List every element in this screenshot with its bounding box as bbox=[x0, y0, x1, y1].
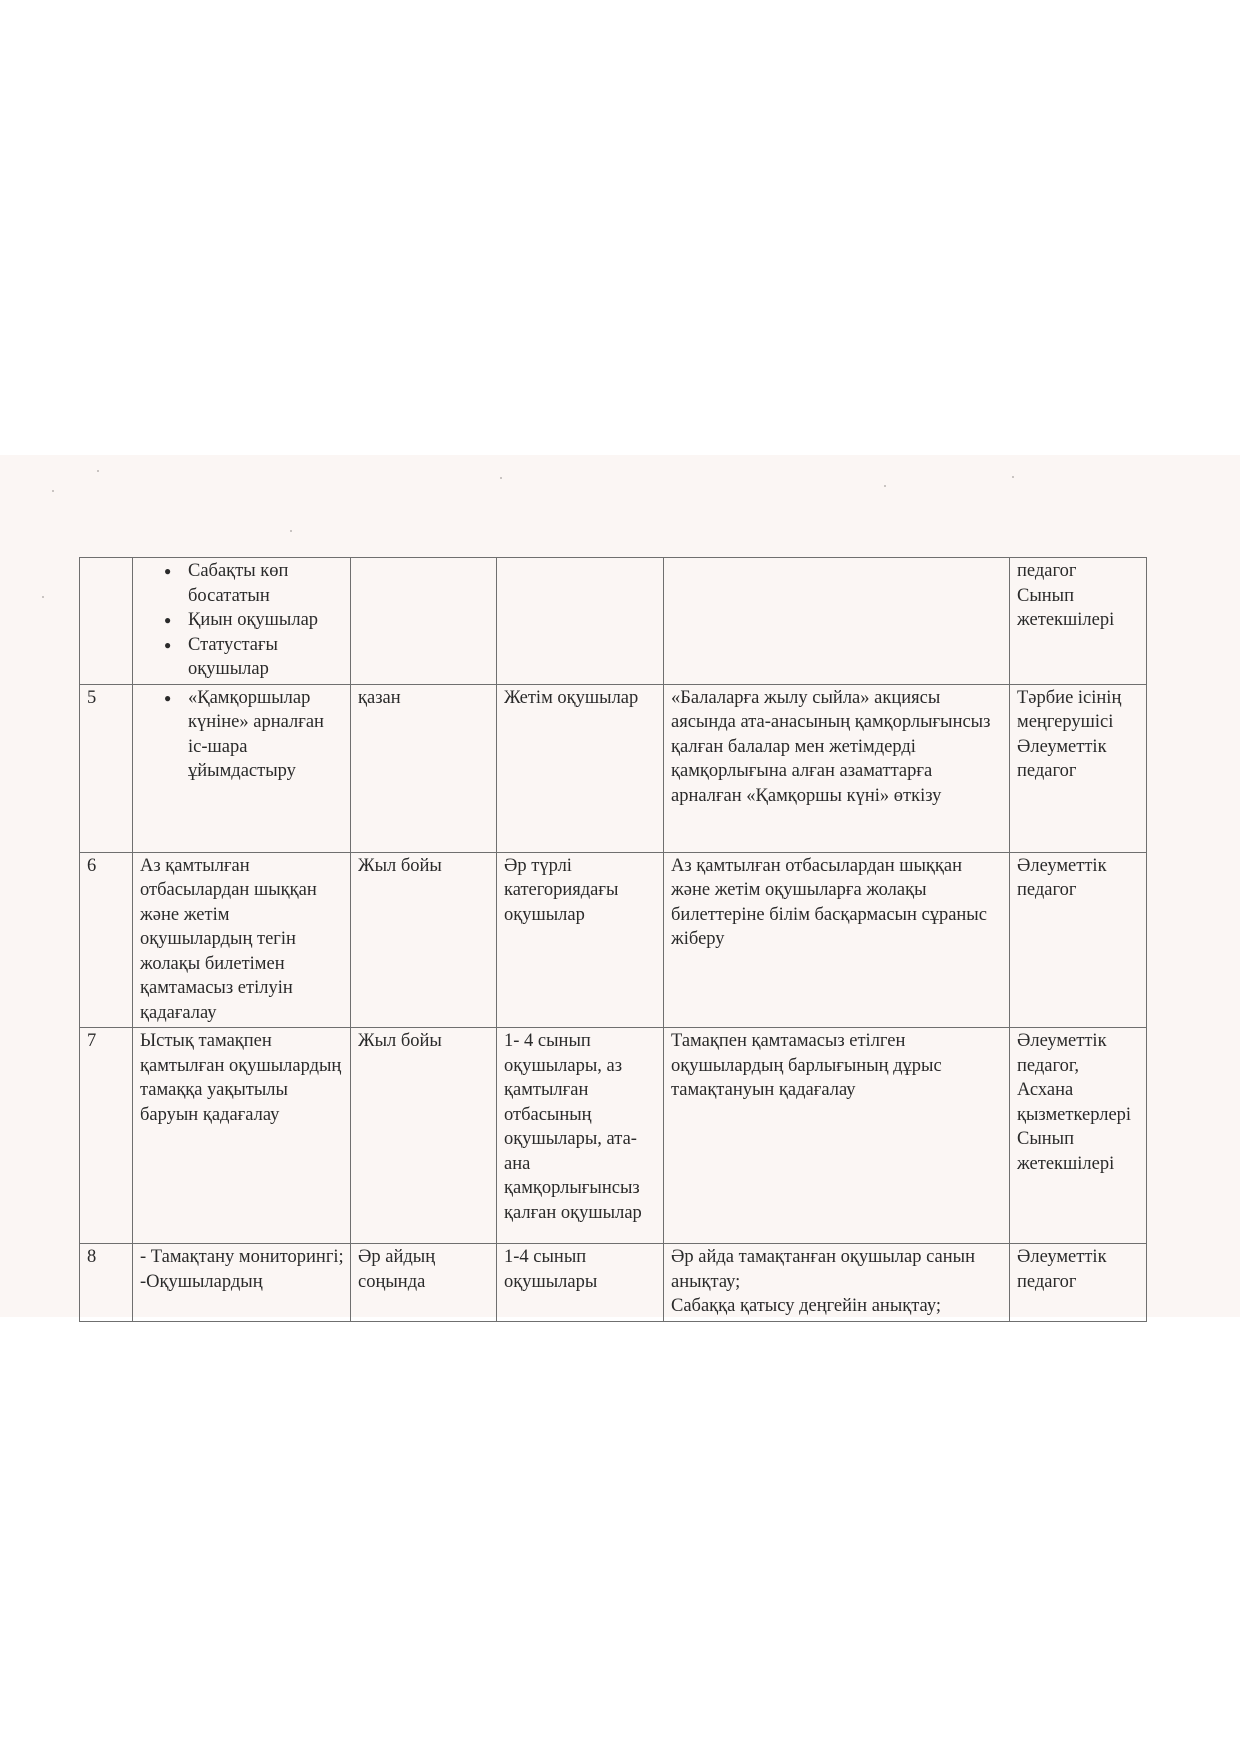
responsible-line: педагог bbox=[1017, 561, 1077, 581]
responsible-line: Әлеуметтік педагог bbox=[1017, 1247, 1107, 1292]
responsible-line: Әлеуметтік педагог, bbox=[1017, 1031, 1107, 1076]
responsible-line: Тәрбие ісінің меңгерушісі bbox=[1017, 687, 1122, 732]
responsible-line: Асхана қызметкерлері bbox=[1017, 1080, 1132, 1125]
event-line: -Оқушылардың bbox=[140, 1271, 263, 1292]
timing-cell: қазан bbox=[351, 684, 497, 852]
scan-speck bbox=[42, 596, 44, 598]
event-cell bbox=[133, 1244, 351, 1322]
event-cell: Аз қамтылған отбасылардан шыққан және жетім оқушылардың тегін жолақы билетімен қамтамасыз етілуін қадағалау bbox=[133, 852, 351, 1028]
table-row bbox=[80, 684, 1147, 852]
content-cell bbox=[664, 1244, 1010, 1322]
event-cell bbox=[133, 558, 351, 685]
timing-cell bbox=[351, 558, 497, 685]
scan-speck bbox=[884, 485, 886, 487]
scan-speck bbox=[500, 477, 502, 479]
content-cell bbox=[664, 558, 1010, 685]
responsible-cell bbox=[1010, 1244, 1147, 1322]
content-line: Әр айда тамақтанған оқушылар санын анықтау; bbox=[671, 1247, 976, 1292]
scan-speck bbox=[290, 530, 292, 532]
content-cell: Аз қамтылған отбасылардан шыққан және жетім оқушыларға жолақы билеттеріне білім басқармасын сұраныс жіберу bbox=[664, 852, 1010, 1028]
list-item: ● Қиын оқушылар bbox=[188, 608, 344, 633]
event-bullet-list bbox=[140, 559, 344, 682]
list-item: ● «Қамқоршылар күніне» арналған іс-шара ұйымдастыру bbox=[188, 686, 344, 784]
participants-cell: 1- 4 сынып оқушылары, аз қамтылған отбасының оқушылары, ата-ана қамқорлығынсыз қалған оқушылар bbox=[497, 1028, 664, 1244]
participants-cell bbox=[497, 558, 664, 685]
participants-cell: Жетім оқушылар bbox=[497, 684, 664, 852]
scan-speck bbox=[52, 490, 54, 492]
responsible-line: Әлеуметтік педагог bbox=[1017, 855, 1107, 900]
table-row bbox=[80, 1028, 1147, 1244]
scan-speck bbox=[97, 470, 99, 472]
list-item: ● Сабақты көп босататын bbox=[188, 559, 344, 608]
event-line: - Тамақтану мониторингі; bbox=[140, 1247, 344, 1267]
responsible-cell bbox=[1010, 852, 1147, 1028]
row-number-cell: 7 bbox=[80, 1028, 133, 1244]
row-number-cell: 5 bbox=[80, 684, 133, 852]
timing-cell: Жыл бойы bbox=[351, 852, 497, 1028]
participants-cell: 1-4 сынып оқушылары bbox=[497, 1244, 664, 1322]
row-number-cell bbox=[80, 558, 133, 685]
responsible-line: Әлеуметтік педагог bbox=[1017, 736, 1107, 781]
list-item: ● Статустағы оқушылар bbox=[188, 633, 344, 682]
scan-speck bbox=[1012, 476, 1014, 478]
table-row bbox=[80, 1244, 1147, 1322]
responsible-cell bbox=[1010, 684, 1147, 852]
table-row bbox=[80, 852, 1147, 1028]
responsible-cell bbox=[1010, 1028, 1147, 1244]
table-row bbox=[80, 558, 1147, 685]
content-cell: «Балаларға жылу сыйла» акциясы аясында ата-анасының қамқорлығынсыз қалған балалар мен жетімдерді қамқорлығына алған азаматтарға арналған «Қамқоршы күні» өткізу bbox=[664, 684, 1010, 852]
content-cell: Тамақпен қамтамасыз етілген оқушылардың барлығының дұрыс тамақтануын қадағалау bbox=[664, 1028, 1010, 1244]
event-cell bbox=[133, 684, 351, 852]
event-cell: Ыстық тамақпен қамтылған оқушылардың тамаққа уақытылы баруын қадағалау bbox=[133, 1028, 351, 1244]
work-plan-table bbox=[79, 557, 1147, 1322]
content-line: Сабаққа қатысу деңгейін анықтау; bbox=[671, 1296, 941, 1316]
timing-cell: Әр айдың соңында bbox=[351, 1244, 497, 1322]
responsible-cell bbox=[1010, 558, 1147, 685]
row-number-cell: 8 bbox=[80, 1244, 133, 1322]
participants-cell: Әр түрлі категориядағы оқушылар bbox=[497, 852, 664, 1028]
responsible-line: Сынып жетекшілері bbox=[1017, 1129, 1115, 1174]
row-number-cell: 6 bbox=[80, 852, 133, 1028]
timing-cell: Жыл бойы bbox=[351, 1028, 497, 1244]
event-bullet-list bbox=[140, 686, 344, 784]
responsible-line: Сынып жетекшілері bbox=[1017, 585, 1115, 630]
